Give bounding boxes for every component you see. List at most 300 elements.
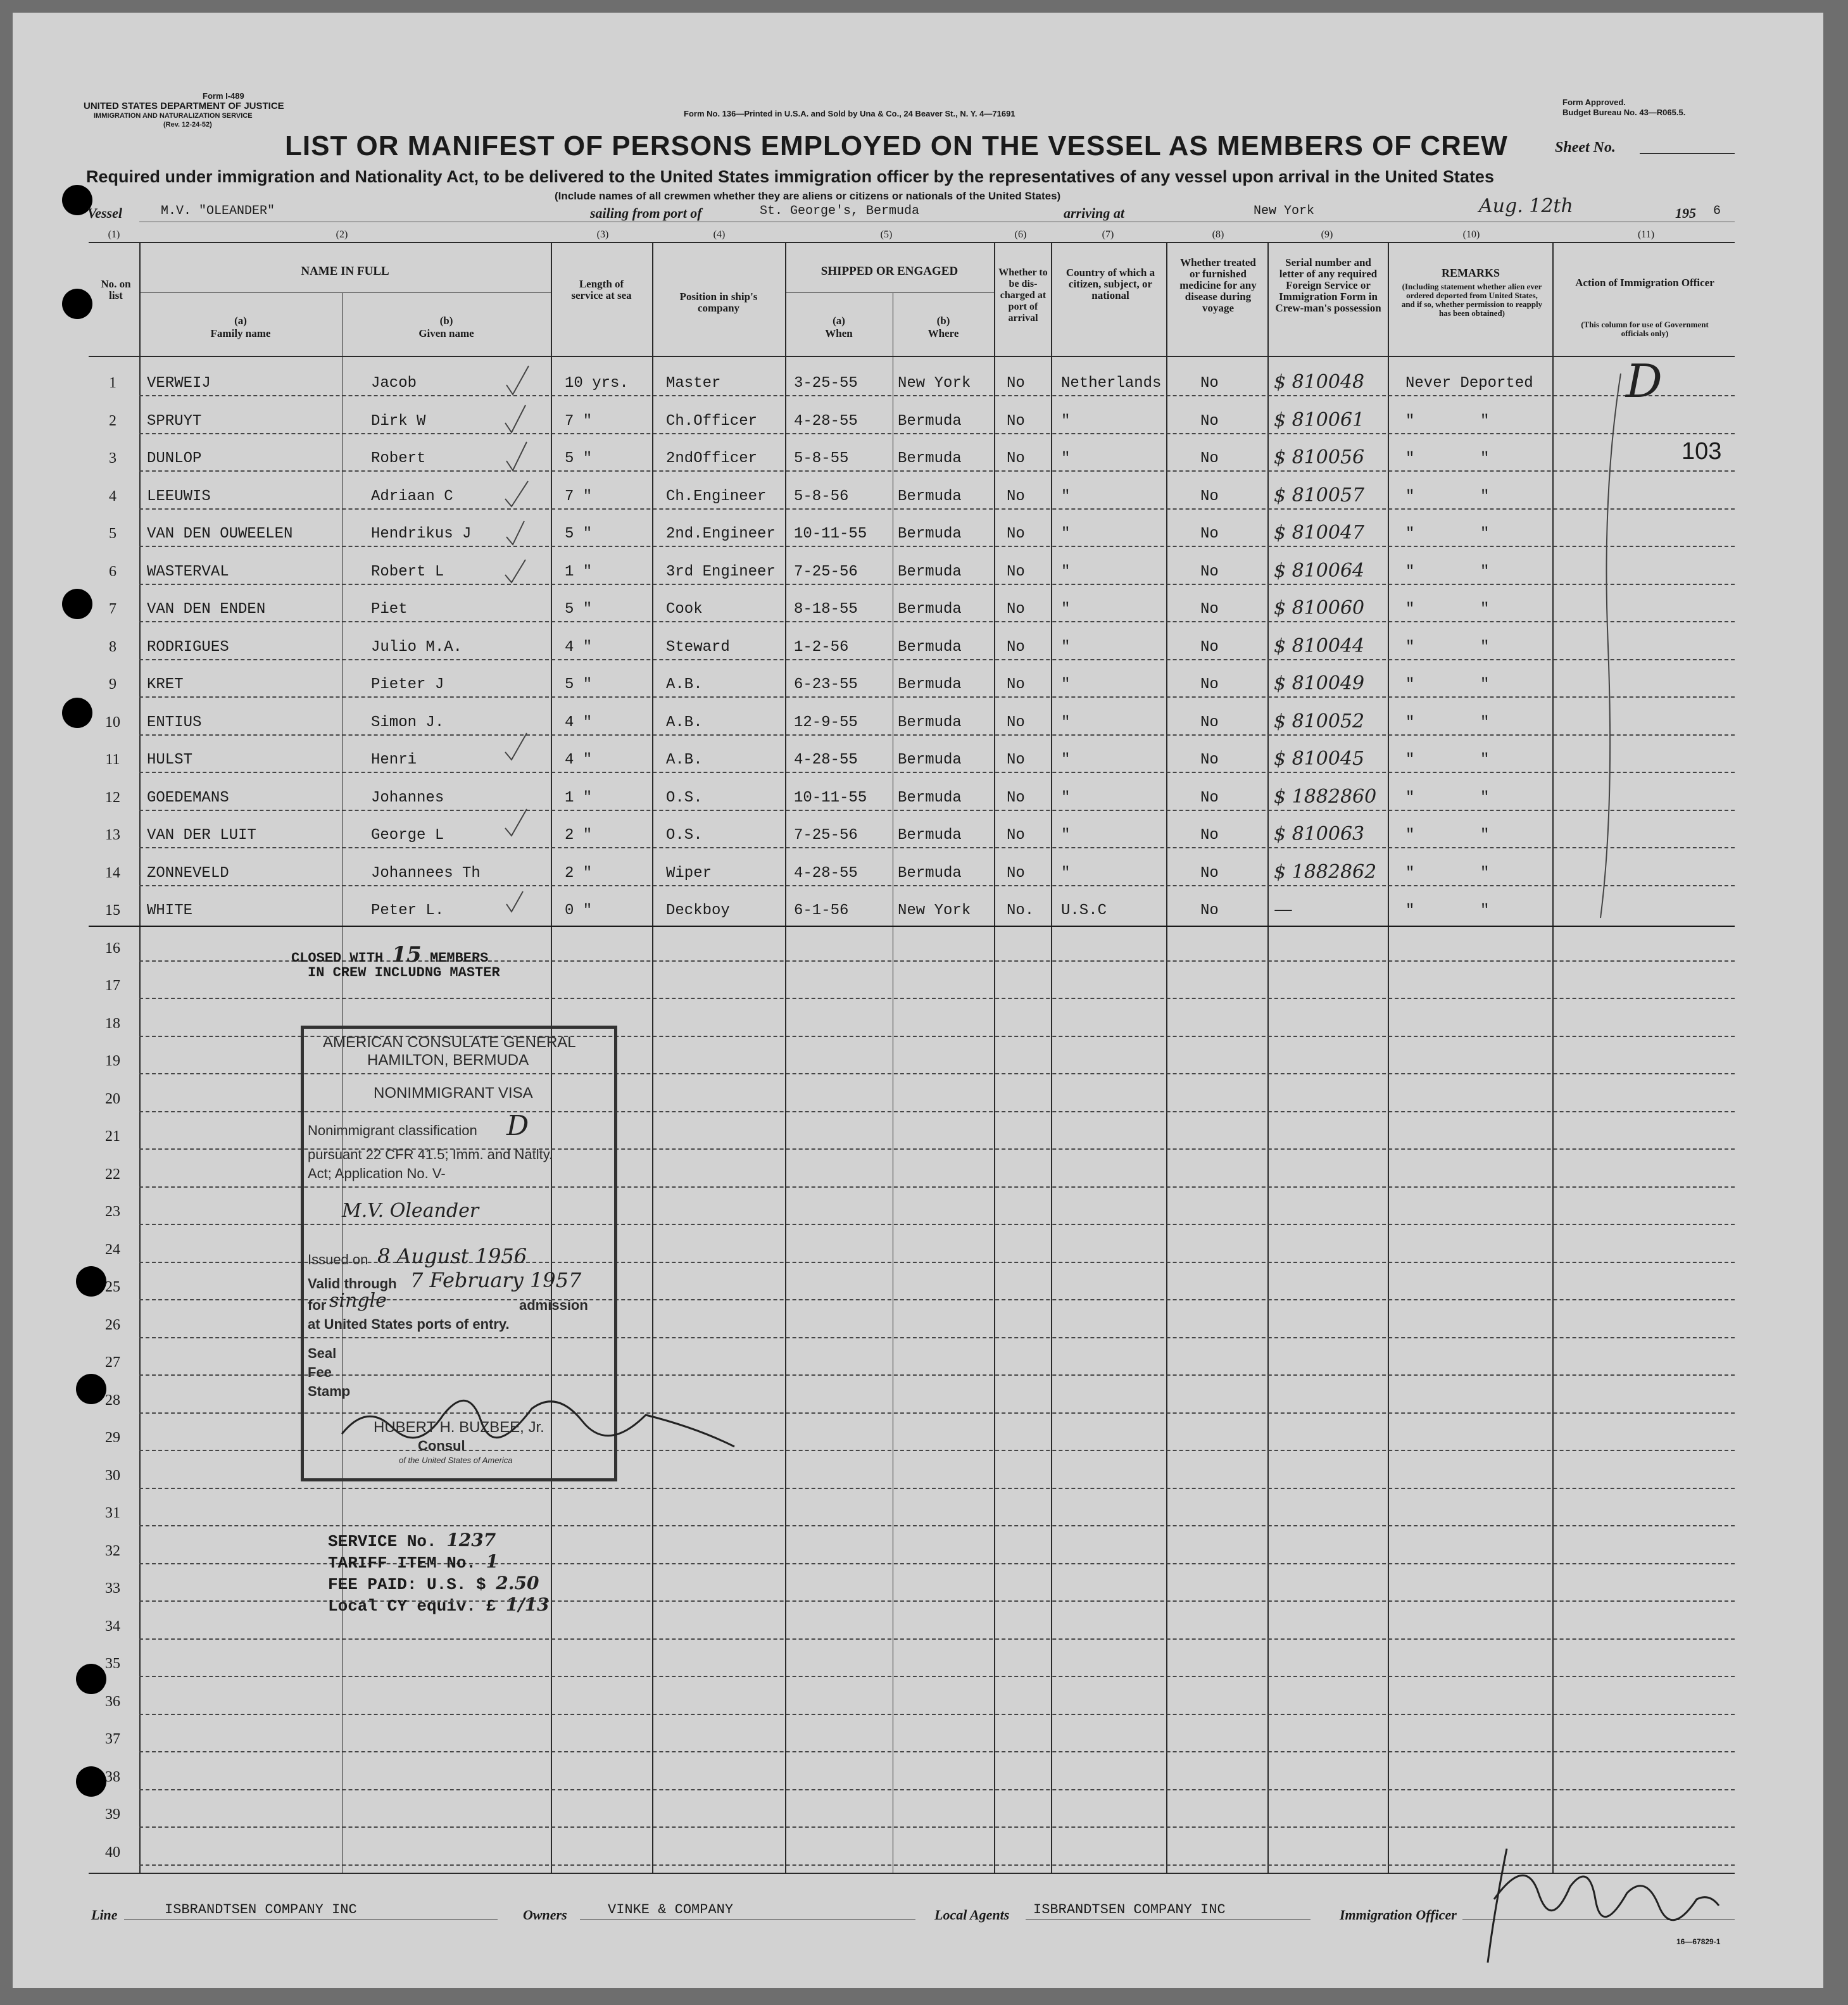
crew-given: Robert xyxy=(371,450,426,467)
crew-remarks1: Never Deported xyxy=(1405,375,1533,392)
crew-when: 3-25-55 xyxy=(794,375,858,392)
row-rule xyxy=(139,1676,1735,1677)
row-number: 2 xyxy=(109,412,116,429)
officer-label: Immigration Officer xyxy=(1340,1907,1457,1923)
arrival-date: Aug. 12th xyxy=(1479,195,1573,217)
row-number: 14 xyxy=(105,864,120,881)
crew-family: VAN DER LUIT xyxy=(147,827,256,844)
header-remarks-note: (Including statement whether alien ever ordered deported from United States, and if so, whether permission to reapply has been obtained) xyxy=(1401,282,1543,318)
stamp-signer: HUBERT H. BUZBEE, Jr. xyxy=(374,1419,544,1436)
crew-position: Master xyxy=(666,375,721,392)
row-number: 35 xyxy=(105,1656,120,1672)
row-rule xyxy=(139,1826,1735,1828)
crew-medicine: No xyxy=(1200,450,1219,467)
crew-length: 2 " xyxy=(565,864,593,882)
crew-remarks1: " xyxy=(1405,713,1415,731)
local-label: Local CY equiv. £ xyxy=(328,1597,496,1616)
crew-position: Cook xyxy=(666,601,703,618)
header-country: Country of which a citizen, subject, or national xyxy=(1065,267,1155,301)
crew-country: " xyxy=(1061,563,1071,581)
page-subnote: (Include names of all crewmen whether they are aliens or citizens or nationals of the United States) xyxy=(555,190,1061,202)
arriving-label: arriving at xyxy=(1064,205,1124,221)
crew-country: " xyxy=(1061,601,1071,618)
crew-remarks2: " xyxy=(1480,563,1490,581)
crew-length: 5 " xyxy=(565,450,593,467)
crew-length: 1 " xyxy=(565,563,593,581)
colnum-10: (10) xyxy=(1462,229,1480,240)
crew-where: Bermuda xyxy=(898,487,962,505)
closed-post: MEMBERS xyxy=(429,950,489,966)
service-no: 1237 xyxy=(446,1530,496,1550)
vessel-name: M.V. "OLEANDER" xyxy=(161,204,275,218)
colnum-4: (4) xyxy=(713,229,726,240)
row-number: 7 xyxy=(109,601,116,617)
crew-family: HULST xyxy=(147,751,193,769)
crew-country: " xyxy=(1061,412,1071,430)
crew-when: 6-23-55 xyxy=(794,676,858,693)
side-number: 103 xyxy=(1681,438,1722,465)
row-number: 19 xyxy=(105,1053,120,1069)
crew-length: 4 " xyxy=(565,713,593,731)
crew-country: " xyxy=(1061,638,1071,656)
row-rule xyxy=(139,885,1735,886)
crew-remarks2: " xyxy=(1480,751,1490,769)
crew-serial: $ 810057 xyxy=(1274,484,1365,506)
crew-given: Simon J. xyxy=(371,713,444,731)
colnum-9: (9) xyxy=(1321,229,1333,240)
crew-position: Deckboy xyxy=(666,902,730,919)
stamp-line1: AMERICAN CONSULATE GENERAL xyxy=(323,1034,576,1051)
crew-discharged: No xyxy=(1007,751,1025,769)
action-bracket xyxy=(1595,367,1633,924)
crew-where: Bermuda xyxy=(898,713,962,731)
service-name: IMMIGRATION AND NATURALIZATION SERVICE xyxy=(94,112,253,120)
crew-medicine: No xyxy=(1200,563,1219,581)
footer-code: 16—67829-1 xyxy=(1676,1937,1721,1946)
row-number: 25 xyxy=(105,1279,120,1295)
stamp-seal: Seal xyxy=(308,1345,337,1361)
crew-position: 2ndOfficer xyxy=(666,450,758,467)
crew-medicine: No xyxy=(1200,676,1219,693)
crew-when: 10-11-55 xyxy=(794,525,867,543)
header-position: Position in ship's company xyxy=(679,291,758,314)
crew-medicine: No xyxy=(1200,751,1219,769)
crew-where: Bermuda xyxy=(898,864,962,882)
crew-family: WHITE xyxy=(147,902,193,919)
header-action-note: (This column for use of Government officials only) xyxy=(1581,320,1709,338)
header-family-name: Family name xyxy=(210,327,271,339)
crew-country: " xyxy=(1061,487,1071,505)
crew-remarks1: " xyxy=(1405,789,1415,807)
crew-remarks2: " xyxy=(1480,525,1490,543)
crew-position: O.S. xyxy=(666,827,703,844)
crew-where: Bermuda xyxy=(898,412,962,430)
crew-medicine: No xyxy=(1200,525,1219,543)
crew-family: GOEDEMANS xyxy=(147,789,229,807)
arriving-port: New York xyxy=(1254,204,1315,218)
crew-remarks2: " xyxy=(1480,827,1490,844)
crew-country: " xyxy=(1061,789,1071,807)
crew-given: Dirk W xyxy=(371,412,426,430)
crew-country: " xyxy=(1061,676,1071,693)
crew-when: 5-8-56 xyxy=(794,487,849,505)
crew-length: 7 " xyxy=(565,412,593,430)
crew-medicine: No xyxy=(1200,412,1219,430)
manifest-sheet xyxy=(13,13,1823,1988)
stamp-for-label: for xyxy=(308,1297,327,1313)
crew-length: 10 yrs. xyxy=(565,375,629,392)
crew-remarks1: " xyxy=(1405,638,1415,656)
closed-count: 15 xyxy=(391,942,422,967)
consular-stamp xyxy=(301,1026,617,1481)
row-number: 23 xyxy=(105,1204,120,1220)
crew-discharged: No xyxy=(1007,487,1025,505)
row-rule xyxy=(139,772,1735,773)
crew-serial: $ 810063 xyxy=(1274,823,1365,845)
crew-where: New York xyxy=(898,375,971,392)
crew-position: A.B. xyxy=(666,751,703,769)
crew-when: 8-18-55 xyxy=(794,601,858,618)
colnum-7: (7) xyxy=(1102,229,1114,240)
fee-label: FEE PAID: U.S. $ xyxy=(328,1575,486,1594)
form-approved: Form Approved. xyxy=(1562,97,1626,107)
crew-discharged: No xyxy=(1007,601,1025,618)
crew-family: DUNLOP xyxy=(147,450,202,467)
closed-pre: CLOSED WITH xyxy=(291,950,384,966)
crew-where: Bermuda xyxy=(898,751,962,769)
crew-medicine: No xyxy=(1200,864,1219,882)
page-title: LIST OR MANIFEST OF PERSONS EMPLOYED ON THE VESSEL AS MEMBERS OF CREW xyxy=(285,130,1508,161)
crew-remarks1: " xyxy=(1405,676,1415,693)
crew-when: 4-28-55 xyxy=(794,412,858,430)
crew-discharged: No. xyxy=(1007,902,1034,919)
crew-where: Bermuda xyxy=(898,789,962,807)
crew-remarks1: " xyxy=(1405,601,1415,618)
row-number: 15 xyxy=(105,902,120,919)
row-number: 9 xyxy=(109,676,116,693)
header-where-letter: (b) xyxy=(936,315,950,327)
header-no-on-list: No. on list xyxy=(101,278,131,301)
row-number: 13 xyxy=(105,827,120,843)
row-rule xyxy=(139,810,1735,811)
year-prefix: 195 xyxy=(1675,205,1696,221)
crew-serial: $ 810052 xyxy=(1274,710,1365,732)
sailing-port: St. George's, Bermuda xyxy=(760,204,920,218)
crew-remarks1: " xyxy=(1405,864,1415,882)
crew-medicine: No xyxy=(1200,789,1219,807)
stamp-fee: Fee xyxy=(308,1364,332,1380)
crew-medicine: No xyxy=(1200,827,1219,844)
printer-note: Form No. 136—Printed in U.S.A. and Sold by Una & Co., 24 Beaver St., N. Y. 4—71691 xyxy=(684,109,1015,118)
crew-serial: $ 810061 xyxy=(1274,408,1365,431)
row-number: 24 xyxy=(105,1241,120,1258)
header-action: Action of Immigration Officer xyxy=(1575,277,1714,289)
agents-label: Local Agents xyxy=(934,1907,1010,1923)
crew-remarks1: " xyxy=(1405,827,1415,844)
crew-given: Piet xyxy=(371,601,408,618)
owners-value: VINKE & COMPANY xyxy=(608,1902,734,1918)
crew-where: Bermuda xyxy=(898,676,962,693)
crew-discharged: No xyxy=(1007,525,1025,543)
vessel-label: Vessel xyxy=(87,205,122,221)
stamp-issued-label: Issued on xyxy=(308,1252,368,1267)
crew-family: RODRIGUES xyxy=(147,638,229,656)
row-number: 21 xyxy=(105,1128,120,1145)
tariff-no: 1 xyxy=(486,1551,499,1572)
row-number: 12 xyxy=(105,789,120,806)
header-medicine: Whether treated or furnished medicine for any disease during voyage xyxy=(1179,256,1257,314)
crew-discharged: No xyxy=(1007,563,1025,581)
crew-country: " xyxy=(1061,525,1071,543)
crew-serial: $ 1882860 xyxy=(1274,785,1377,808)
officer-signature xyxy=(1469,1836,1722,1969)
crew-remarks1: " xyxy=(1405,563,1415,581)
crew-given: Adriaan C xyxy=(371,487,453,505)
row-number: 34 xyxy=(105,1618,120,1635)
row-number: 18 xyxy=(105,1015,120,1032)
crew-serial: $ 810056 xyxy=(1274,446,1365,468)
row-number: 11 xyxy=(105,751,120,768)
line-label: Line xyxy=(91,1907,118,1923)
stamp-classification: D xyxy=(506,1110,529,1142)
crew-where: Bermuda xyxy=(898,827,962,844)
colnum-6: (6) xyxy=(1014,229,1027,240)
row-rule xyxy=(139,734,1735,736)
crew-serial: $ 810060 xyxy=(1274,597,1365,619)
stamp-line2: HAMILTON, BERMUDA xyxy=(367,1052,529,1069)
stamp-for: single xyxy=(329,1290,387,1312)
crew-family: LEEUWIS xyxy=(147,487,211,505)
crew-length: 5 " xyxy=(565,601,593,618)
crew-serial: $ 810048 xyxy=(1274,371,1365,393)
crew-position: Ch.Engineer xyxy=(666,487,767,505)
agents-value: ISBRANDTSEN COMPANY INC xyxy=(1033,1902,1226,1918)
crew-serial: $ 810049 xyxy=(1274,672,1365,695)
crew-country: " xyxy=(1061,450,1071,467)
crew-position: A.B. xyxy=(666,713,703,731)
crew-serial: $ 810064 xyxy=(1274,559,1365,582)
row-number: 10 xyxy=(105,713,120,731)
department: UNITED STATES DEPARTMENT OF JUSTICE xyxy=(84,101,284,111)
crew-when: 4-28-55 xyxy=(794,864,858,882)
crew-position: A.B. xyxy=(666,676,703,693)
binder-hole xyxy=(62,589,92,619)
crew-where: New York xyxy=(898,902,971,919)
crew-serial: $ 810047 xyxy=(1274,522,1365,544)
row-number: 1 xyxy=(109,375,116,391)
crew-family: ZONNEVELD xyxy=(147,864,229,882)
row-number: 4 xyxy=(109,487,116,505)
crew-discharged: No xyxy=(1007,789,1025,807)
crew-where: Bermuda xyxy=(898,638,962,656)
crew-when: 10-11-55 xyxy=(794,789,867,807)
stamp-line4: Nonimmigrant classification xyxy=(308,1122,477,1138)
crew-length: 4 " xyxy=(565,751,593,769)
row-number: 5 xyxy=(109,525,116,542)
header-serial: Serial number and letter of any required Foreign Service or Immigration Form in Crew-man's possession xyxy=(1275,256,1381,314)
tariff-label: TARIFF ITEM No. xyxy=(328,1554,477,1573)
crew-remarks2: " xyxy=(1480,902,1490,919)
crew-country: " xyxy=(1061,713,1071,731)
row-number: 27 xyxy=(105,1354,120,1371)
crew-given: Hendrikus J xyxy=(371,525,472,543)
crew-remarks1: " xyxy=(1405,902,1415,919)
row-rule xyxy=(139,1525,1735,1526)
crew-where: Bermuda xyxy=(898,450,962,467)
stamp-title-sub: of the United States of America xyxy=(399,1455,513,1465)
crew-family: KRET xyxy=(147,676,184,693)
crew-position: 2nd.Engineer xyxy=(666,525,776,543)
owners-label: Owners xyxy=(523,1907,567,1923)
row-rule xyxy=(139,1488,1735,1489)
crew-serial: $ 810045 xyxy=(1274,748,1365,770)
row-rule xyxy=(139,659,1735,660)
row-rule xyxy=(139,696,1735,698)
line-value: ISBRANDTSEN COMPANY INC xyxy=(165,1902,357,1918)
row-number: 8 xyxy=(109,638,116,655)
colnum-11: (11) xyxy=(1637,229,1655,240)
row-number: 29 xyxy=(105,1430,120,1446)
stamp-issued: 8 August 1956 xyxy=(377,1244,527,1268)
row-number: 26 xyxy=(105,1316,120,1333)
crew-serial: — xyxy=(1274,898,1293,921)
crew-country: " xyxy=(1061,827,1071,844)
crew-when: 4-28-55 xyxy=(794,751,858,769)
header-family-letter: (a) xyxy=(234,315,247,327)
crew-length: 4 " xyxy=(565,638,593,656)
stamp-title: Consul xyxy=(418,1438,465,1454)
crew-when: 7-25-56 xyxy=(794,563,858,581)
colnum-8: (8) xyxy=(1212,229,1224,240)
crew-remarks1: " xyxy=(1405,412,1415,430)
crew-given: George L xyxy=(371,827,444,844)
crew-medicine: No xyxy=(1200,713,1219,731)
crew-country: Netherlands xyxy=(1061,375,1162,392)
crew-remarks2: " xyxy=(1480,412,1490,430)
crew-given: Johannes xyxy=(371,789,444,807)
crew-remarks2: " xyxy=(1480,487,1490,505)
crew-medicine: No xyxy=(1200,902,1219,919)
row-number: 40 xyxy=(105,1844,120,1861)
crew-remarks1: " xyxy=(1405,450,1415,467)
crew-medicine: No xyxy=(1200,487,1219,505)
crew-given: Pieter J xyxy=(371,676,444,693)
row-rule xyxy=(139,847,1735,848)
binder-hole xyxy=(62,289,92,319)
crew-position: 3rd Engineer xyxy=(666,563,776,581)
crew-discharged: No xyxy=(1007,412,1025,430)
crew-given: Jacob xyxy=(371,375,417,392)
form-number: Form I-489 xyxy=(203,91,244,101)
crew-remarks1: " xyxy=(1405,525,1415,543)
header-given-name: Given name xyxy=(418,327,474,339)
crew-length: 7 " xyxy=(565,487,593,505)
crew-length: 5 " xyxy=(565,525,593,543)
crew-serial: $ 810044 xyxy=(1274,634,1365,657)
crew-remarks2: " xyxy=(1480,676,1490,693)
crew-position: Wiper xyxy=(666,864,712,882)
action-initial: D xyxy=(1626,355,1663,408)
stamp-admission: admission xyxy=(519,1297,588,1313)
crew-position: Ch.Officer xyxy=(666,412,758,430)
row-rule xyxy=(139,621,1735,622)
crew-country: U.S.C xyxy=(1061,902,1107,919)
crew-where: Bermuda xyxy=(898,563,962,581)
consul-signature xyxy=(317,1377,747,1453)
crew-family: VERWEIJ xyxy=(147,375,211,392)
revision: (Rev. 12-24-52) xyxy=(163,121,212,129)
crew-length: 5 " xyxy=(565,676,593,693)
crew-remarks2: " xyxy=(1480,789,1490,807)
crew-discharged: No xyxy=(1007,375,1025,392)
row-number: 28 xyxy=(105,1392,120,1409)
crew-discharged: No xyxy=(1007,827,1025,844)
crew-country: " xyxy=(1061,864,1071,882)
stamp-line3: NONIMMIGRANT VISA xyxy=(374,1084,533,1102)
fee-value: 2.50 xyxy=(496,1573,539,1593)
row-rule xyxy=(139,395,1735,396)
crew-country: " xyxy=(1061,751,1071,769)
header-discharged: Whether to be dis-charged at port of arrival xyxy=(998,267,1048,324)
crew-family: WASTERVAL xyxy=(147,563,229,581)
stamp-stamp-word: Stamp xyxy=(308,1383,351,1399)
crew-given: Peter L. xyxy=(371,902,444,919)
crew-family: ENTIUS xyxy=(147,713,202,731)
header-given-letter: (b) xyxy=(439,315,453,327)
crew-given: Robert L xyxy=(371,563,444,581)
crew-length: 1 " xyxy=(565,789,593,807)
crew-serial: $ 1882862 xyxy=(1274,860,1377,883)
header-remarks: REMARKS xyxy=(1441,267,1500,279)
crew-remarks2: " xyxy=(1480,601,1490,618)
crew-family: VAN DEN ENDEN xyxy=(147,601,266,618)
crew-remarks1: " xyxy=(1405,487,1415,505)
row-number: 17 xyxy=(105,977,120,994)
sheet-label: Sheet No. xyxy=(1555,139,1616,156)
row-rule xyxy=(139,546,1735,547)
budget-bureau: Budget Bureau No. 43—R065.5. xyxy=(1562,108,1686,117)
row-number: 37 xyxy=(105,1731,120,1747)
crew-discharged: No xyxy=(1007,638,1025,656)
row-rule xyxy=(139,998,1735,999)
crew-when: 1-2-56 xyxy=(794,638,849,656)
crew-position: O.S. xyxy=(666,789,703,807)
row-number: 3 xyxy=(109,450,116,467)
crew-position: Steward xyxy=(666,638,730,656)
header-length: Length of service at sea xyxy=(571,278,632,301)
crew-given: Johannees Th xyxy=(371,864,481,882)
crew-where: Bermuda xyxy=(898,601,962,618)
stamp-line6: Act; Application No. V- xyxy=(308,1166,446,1181)
row-rule xyxy=(139,470,1735,472)
row-number: 22 xyxy=(105,1166,120,1183)
crew-where: Bermuda xyxy=(898,525,962,543)
row-rule xyxy=(139,1751,1735,1752)
check-marks xyxy=(494,360,557,929)
crew-when: 7-25-56 xyxy=(794,827,858,844)
stamp-valid: 7 February 1957 xyxy=(410,1268,582,1292)
row-rule xyxy=(139,1714,1735,1715)
row-rule xyxy=(139,1638,1735,1640)
crew-when: 12-9-55 xyxy=(794,713,858,731)
colnum-1: (1) xyxy=(108,229,120,240)
row-number: 20 xyxy=(105,1090,120,1107)
header-when-letter: (a) xyxy=(833,315,845,327)
year-suffix: 6 xyxy=(1713,204,1721,218)
crew-given: Henri xyxy=(371,751,417,769)
crew-remarks2: " xyxy=(1480,450,1490,467)
row-number: 33 xyxy=(105,1580,120,1597)
